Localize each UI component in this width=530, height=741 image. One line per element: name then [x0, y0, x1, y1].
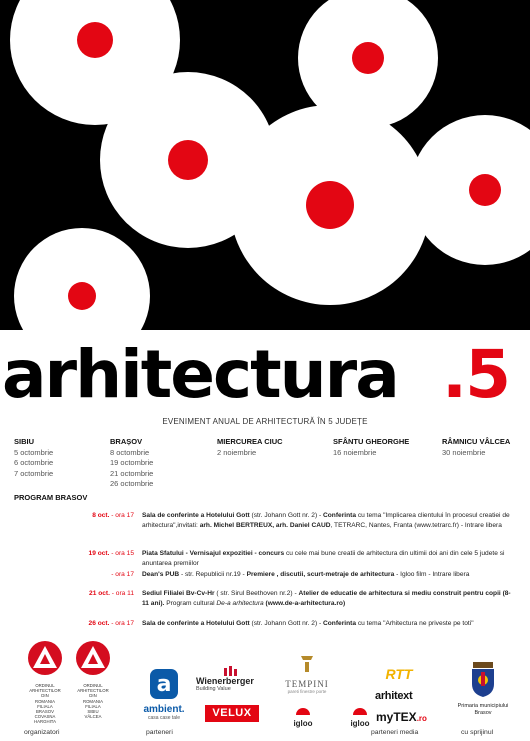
program-text: (str. Johann Gott nr. 2) - — [249, 512, 324, 519]
igloo-logo — [290, 702, 316, 728]
rtt-wordmark: RTT — [385, 666, 413, 682]
wienerberger-tagline: Building Value — [196, 686, 231, 692]
program-description — [142, 589, 514, 608]
wienerberger-wordmark: Wienerberger — [196, 676, 254, 686]
coat-of-arms-icon — [470, 662, 496, 698]
mytex-logo — [376, 708, 436, 726]
footer-organizatori: organizatori — [24, 729, 60, 736]
program-venue: Sala de conferinte a Hotelului Gott — [142, 620, 250, 627]
mytex-wordmark: myTEX — [376, 710, 417, 724]
program-time: - ora 15 — [109, 550, 134, 557]
program-when — [0, 549, 134, 559]
program-venue: Sediul Filialei Bv-Cv-Hr — [142, 590, 215, 597]
city-date: 21 octombrie — [110, 468, 154, 478]
program-text: - Igloo film - Intrare libera — [394, 571, 470, 578]
city-date: 30 noiembrie — [442, 447, 486, 457]
program-description — [142, 549, 514, 568]
program-link: (www.de-a-arhitectura.ro) — [263, 599, 346, 607]
program-highlight: Conferinta — [323, 512, 356, 519]
tempini-icon — [297, 654, 317, 674]
program-date: 26 oct. — [88, 620, 110, 627]
city-date: 8 octombrie — [110, 447, 150, 457]
igloo-icon — [352, 707, 368, 715]
wienerberger-logo — [196, 666, 266, 692]
program-when — [0, 589, 134, 599]
oar-caption: ORDINUL ARHITECTILOR DIN ROMANIA FILIALA SIBIU VÂLCEA — [77, 683, 109, 720]
igloo-wordmark: igloo — [293, 719, 313, 728]
city-sibiu — [14, 437, 53, 479]
program-time: - ora 17 — [111, 571, 134, 578]
city-date: 26 octombrie — [110, 479, 154, 488]
city-sfantu-gheorghe — [333, 437, 409, 458]
program-venue: Dean's PUB — [142, 571, 180, 578]
city-name: MIERCUREA CIUC — [217, 437, 283, 446]
program-italic: De-a arhitectura — [216, 599, 264, 607]
tempini-tagline: pareti finestre porte — [287, 689, 327, 694]
program-date: 21 oct. — [89, 590, 110, 597]
arhitext-logo — [375, 690, 431, 702]
program-text: - str. Republicii nr.19 - — [179, 571, 247, 578]
red-dot — [306, 181, 354, 229]
program-time: - ora 11 — [109, 590, 134, 597]
tempini-wordmark: TEMPINI — [285, 679, 329, 689]
white-circle — [14, 228, 150, 330]
red-dot — [469, 174, 501, 206]
arhitext-wordmark: arhitext — [375, 690, 413, 702]
oar-logo-icon — [27, 640, 63, 676]
footer-cu-sprijinul: cu sprijinul — [461, 729, 494, 736]
program-text: cu tema "Implicarea clientului în procesul creatiei de arhitectura",invitati: — [142, 512, 510, 529]
program-when — [0, 570, 134, 580]
svg-text:a: a — [156, 672, 172, 697]
program-item — [0, 589, 530, 619]
hero-graphic — [0, 0, 530, 330]
city-date: 7 octombrie — [14, 468, 54, 478]
city-name: BRAȘOV — [110, 437, 143, 446]
city-miercurea-ciuc — [217, 437, 283, 458]
program-highlight: Conferinta — [323, 620, 356, 627]
ambient-tagline: casa case tale — [148, 715, 180, 721]
event-subtitle: EVENIMENT ANUAL DE ARHITECTURĂ ÎN 5 JUDEȚE — [162, 417, 368, 426]
city-date: 16 noiembrie — [333, 447, 377, 457]
city-name: SFÂNTU GHEORGHE — [333, 437, 410, 446]
program-highlight: Atelier de educatie de arhitectura si mediu construit pentru copii (8-11 ani). — [142, 590, 511, 607]
program-when — [0, 511, 134, 521]
city-ramnicu-valcea — [442, 437, 510, 458]
event-title: arhitectura — [2, 336, 398, 413]
igloo-icon — [295, 707, 311, 715]
igloo-wordmark: igloo — [350, 719, 370, 728]
wienerberger-icon — [224, 666, 238, 676]
program-time: - ora 17 — [109, 620, 134, 627]
program-text: cu tema "Arhitectura ne priveste pe toti" — [355, 620, 474, 627]
oar-logo-icon — [75, 640, 111, 676]
program-description — [142, 511, 514, 530]
footer-parteneri-media: parteneri media — [371, 729, 419, 736]
program-text: ( str. Sirul Beethoven nr.2) - — [214, 590, 299, 597]
event-edition: .5 — [442, 336, 509, 413]
primaria-logo — [450, 662, 516, 717]
tempini-logo — [278, 654, 336, 694]
program-item — [0, 511, 530, 551]
oar-sibiu-logo — [68, 640, 118, 719]
ambient-icon — [149, 668, 179, 700]
ambient-wordmark: ambient. — [143, 704, 185, 715]
program-item — [0, 549, 530, 571]
city-date: 5 octombrie — [14, 447, 54, 457]
program-description — [142, 570, 514, 580]
program-highlight: Premiere , discutii, scurt-metraje de arhitectura — [246, 571, 395, 578]
red-dot — [168, 140, 208, 180]
program-title: PROGRAM BRASOV — [14, 493, 88, 502]
red-dot — [352, 42, 384, 74]
city-name: SIBIU — [14, 437, 35, 446]
footer-parteneri: parteneri — [146, 729, 173, 736]
primaria-caption: Primaria municipiului — [457, 703, 509, 709]
program-text: , TETRARC, Nantes, Franta (www.tetrarc.fr) - Intrare libera — [330, 521, 502, 529]
city-date: 6 octombrie — [14, 458, 54, 467]
oar-caption: ORDINUL ARHITECTILOR DIN ROMANIA FILIALA BRASOV COVASNA HARGHITA — [29, 683, 61, 725]
program-description — [142, 619, 514, 629]
title-row — [0, 336, 530, 413]
program-text: Program cultural — [164, 599, 217, 607]
red-dot — [68, 282, 96, 310]
rtt-logo — [375, 666, 423, 682]
velux-logo: VELUX — [205, 705, 259, 722]
primaria-caption: Brasov — [474, 710, 492, 716]
city-date: 2 noiembrie — [217, 447, 257, 457]
program-when — [0, 619, 134, 629]
program-venue: Sala de conferinte a Hotelului Gott — [142, 512, 250, 519]
igloo-logo — [347, 702, 373, 728]
oar-brasov-logo — [20, 640, 70, 725]
city-brasov — [110, 437, 153, 490]
program-item — [0, 619, 530, 631]
city-date: 19 octombrie — [110, 458, 154, 467]
program-item — [0, 570, 530, 582]
city-name: RÂMNICU VÂLCEA — [442, 437, 511, 446]
mytex-domain: .ro — [416, 714, 427, 723]
ambient-logo — [138, 668, 190, 721]
program-date: 8 oct. — [92, 512, 110, 519]
program-venue: Piata Sfatului - Vernisajul expozitiei - concurs — [142, 550, 285, 557]
program-time: - ora 17 — [109, 512, 134, 519]
program-text: (str. Johann Gott nr. 2) - — [249, 620, 324, 627]
program-date: 19 oct. — [88, 550, 110, 557]
program-text: cu cele mai bune creatii de arhitectura din ultimii doi ani din cele 5 judete si anuntarea premiilor — [142, 550, 505, 567]
red-dot — [77, 22, 113, 58]
program-highlight: arh. Michel BERTREUX, arh. Daniel CAUD — [199, 521, 331, 529]
circles-graphic — [0, 0, 530, 330]
